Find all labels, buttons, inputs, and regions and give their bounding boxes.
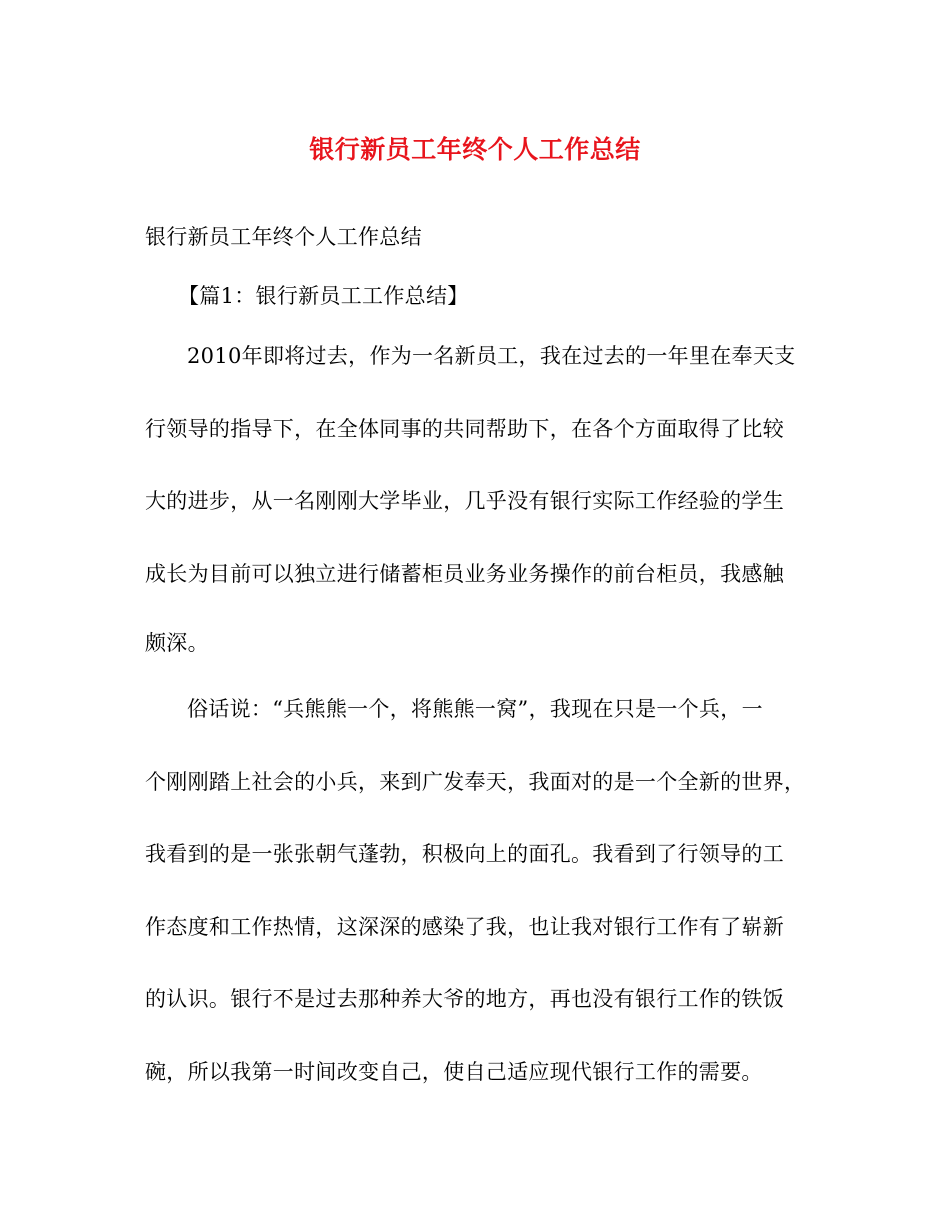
paragraph1-line: 2010年即将过去，作为一名新员工，我在过去的一年里在奉天支 [187, 344, 796, 368]
paragraph2-line: 的认识。银行不是过去那种养大爷的地方，再也没有银行工作的铁饭 [145, 987, 784, 1011]
document-subtitle: 银行新员工年终个人工作总结 [145, 225, 422, 249]
paragraph2-line: 个刚刚踏上社会的小兵，来到广发奉天，我面对的是一个全新的世界， [145, 770, 806, 794]
paragraph2-line: 我看到的是一张张朝气蓬勃，积极向上的面孔。我看到了行领导的工 [145, 842, 784, 866]
document-title: 银行新员工年终个人工作总结 [309, 135, 641, 164]
paragraph1-line: 行领导的指导下，在全体同事的共同帮助下，在各个方面取得了比较 [145, 417, 784, 441]
paragraph2-line: 碗，所以我第一时间改变自己，使自己适应现代银行工作的需要。 [145, 1060, 763, 1084]
paragraph1-line: 大的进步，从一名刚刚大学毕业，几乎没有银行实际工作经验的学生 [145, 489, 784, 513]
paragraph1-line: 成长为目前可以独立进行储蓄柜员业务业务操作的前台柜员，我感触 [145, 562, 784, 586]
paragraph2-line: 俗话说：“兵熊熊一个，将熊熊一窝”，我现在只是一个兵，一 [187, 697, 763, 721]
paragraph2-line: 作态度和工作热情，这深深的感染了我，也让我对银行工作有了崭新 [145, 915, 784, 939]
section-heading: 【篇1：银行新员工工作总结】 [178, 284, 469, 308]
paragraph1-line: 颇深。 [145, 631, 209, 655]
